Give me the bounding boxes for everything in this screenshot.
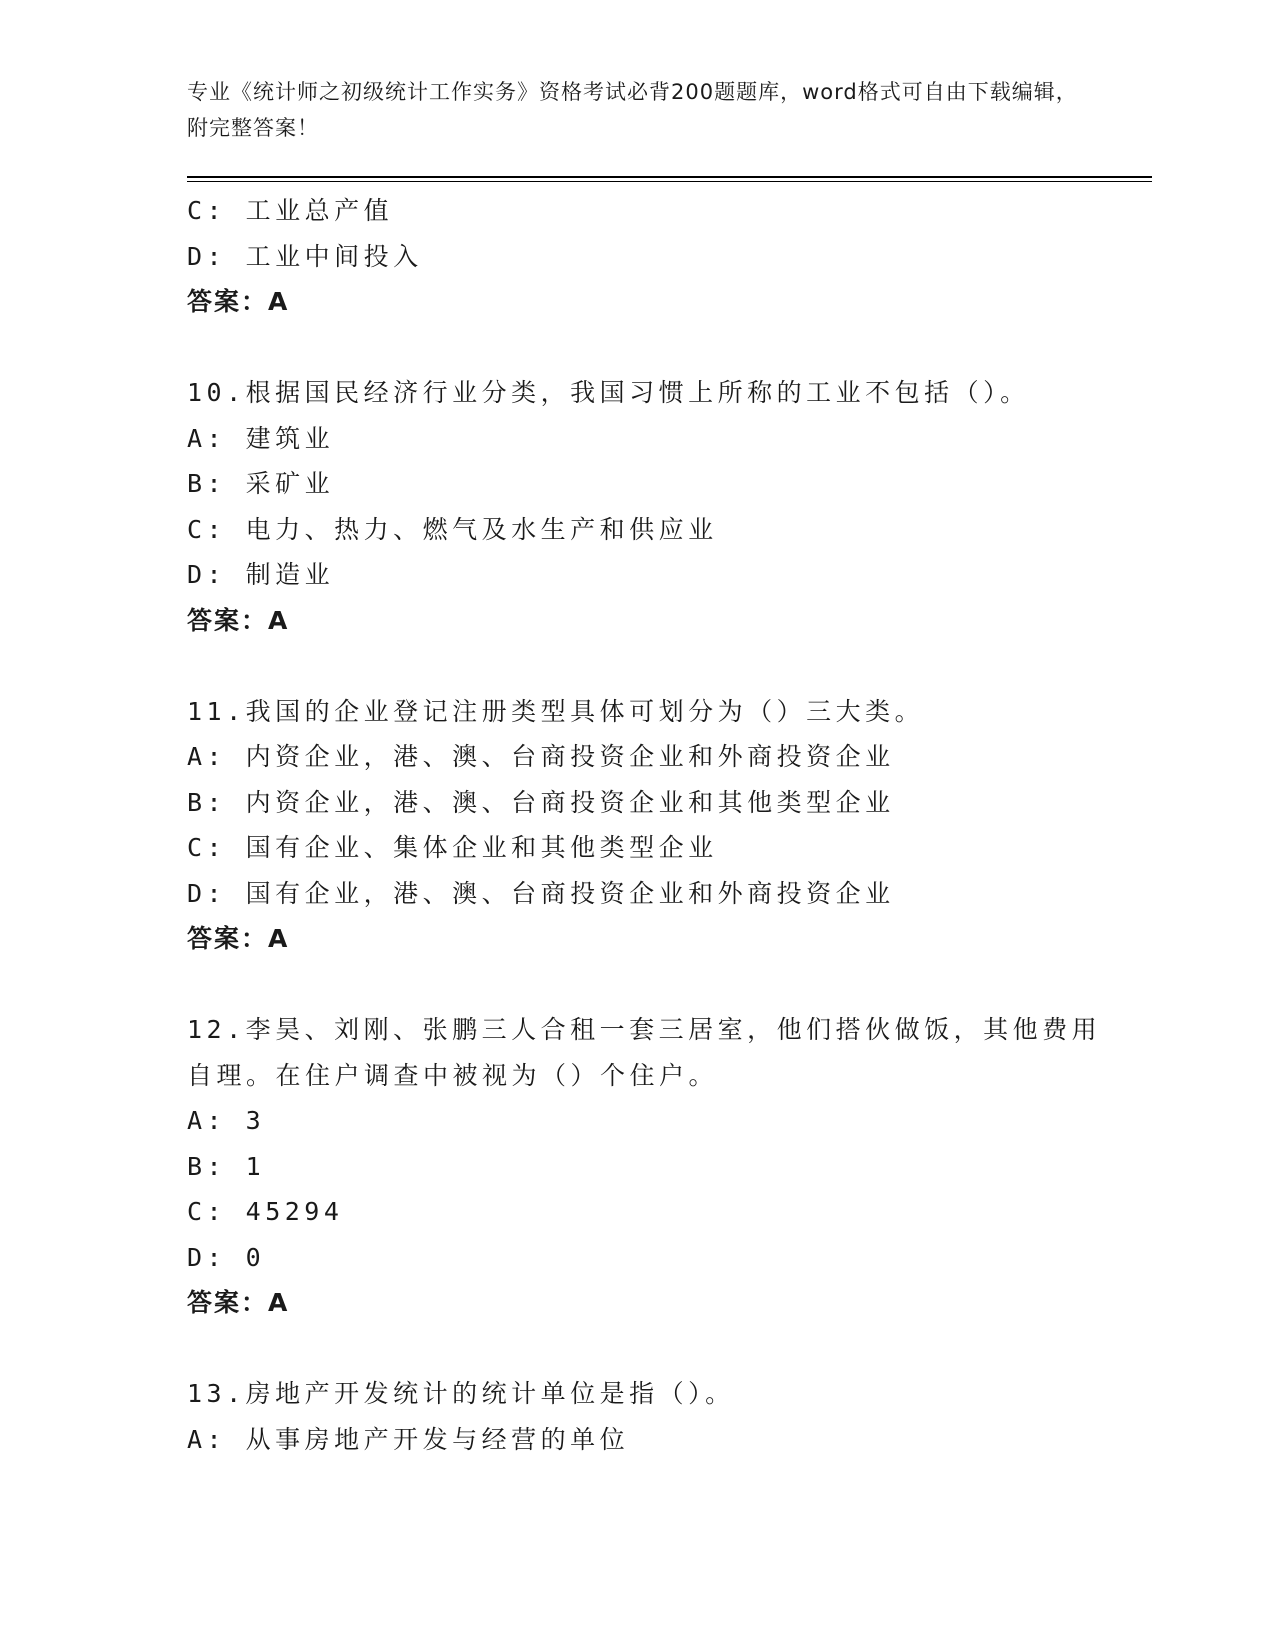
option-a: A: 内资企业，港、澳、台商投资企业和外商投资企业 [187,742,895,771]
spacer [187,643,1147,689]
option-b: B: 内资企业，港、澳、台商投资企业和其他类型企业 [187,787,895,817]
option-c: C: 45294 [187,1197,344,1226]
option-a: A: 建筑业 [187,423,335,453]
option-c: C: 国有企业、集体企业和其他类型企业 [187,833,718,862]
option-b: B: 采矿业 [187,469,335,498]
question-stem: 11.我国的企业登记注册类型具体可划分为（）三大类。 [187,696,925,726]
option-c: C: 电力、热力、燃气及水生产和供应业 [187,514,718,544]
option-a: A: 3 [187,1106,266,1135]
answer-line: 答案：A [187,605,290,635]
option-d: D: 工业中间投入 [187,241,423,271]
question-stem: 10.根据国民经济行业分类，我国习惯上所称的工业不包括（）。 [187,378,1030,407]
option-a: A: 从事房地产开发与经营的单位 [187,1424,630,1454]
header-rule-thin [187,181,1152,182]
question-stem-line-1: 12.李昊、刘刚、张鹏三人合租一套三居室，他们搭伙做饭，其他费用 [187,1015,1102,1044]
question-content [187,188,1147,1462]
spacer [187,962,1147,1008]
question-stem-line-2: 自理。在住户调查中被视为（）个住户。 [187,1060,719,1090]
option-d: D: 0 [187,1242,266,1272]
spacer [187,1326,1147,1372]
spacer [187,325,1147,371]
option-c: C: 工业总产值 [187,196,394,225]
option-d: D: 国有企业，港、澳、台商投资企业和外商投资企业 [187,878,895,908]
answer-line: 答案：A [187,287,290,316]
option-b: B: 1 [187,1151,266,1181]
header-rule-thick [187,176,1152,178]
option-d: D: 制造业 [187,560,335,589]
answer-line: 答案：A [187,924,290,953]
question-stem: 13.房地产开发统计的统计单位是指（）。 [187,1379,735,1408]
answer-line: 答案：A [187,1288,290,1317]
document-header: 专业《统计师之初级统计工作实务》资格考试必背200题题库，word格式可自由下载编辑，附完整答案！ [187,80,1078,140]
